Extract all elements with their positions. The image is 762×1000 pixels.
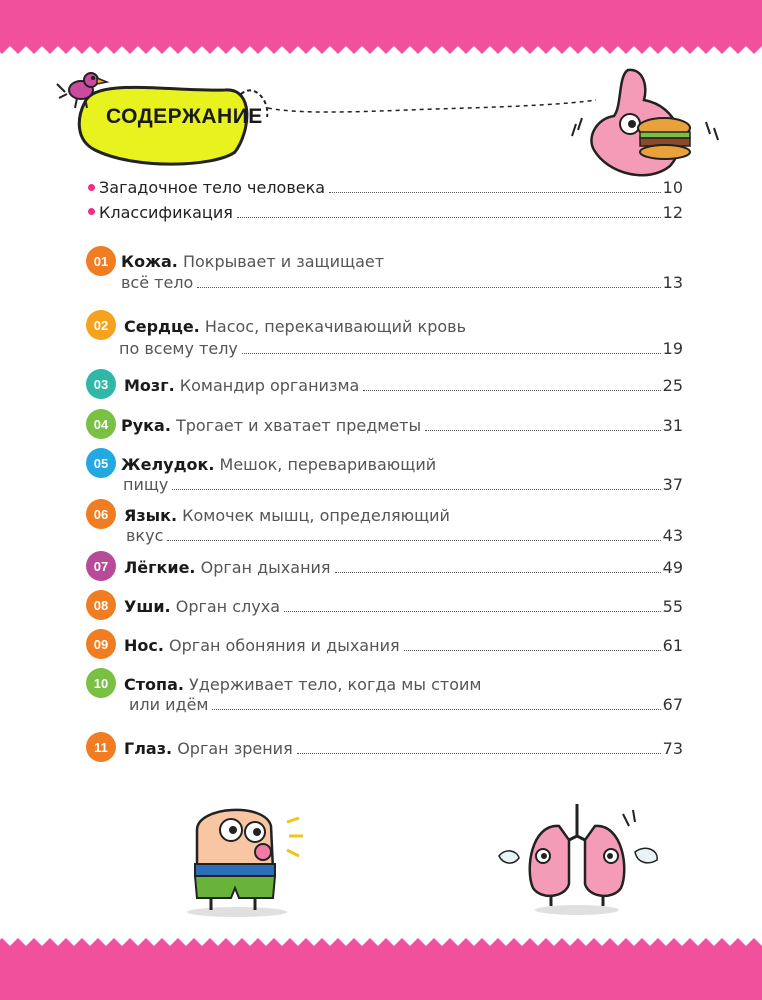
chapter-description: Орган зрения: [177, 739, 293, 758]
dot-leader: [237, 216, 661, 218]
dot-leader: [167, 539, 660, 541]
page-title: СОДЕРЖАНИЕ: [106, 105, 263, 128]
toc-chapter-03[interactable]: [124, 376, 683, 395]
chapter-name: Кожа.: [121, 252, 178, 271]
stomach-burger-illustration: [568, 66, 728, 184]
skin-character-illustration: [175, 800, 315, 918]
bottom-pink-band: [0, 946, 762, 1000]
chapter-description: Мешок, переваривающий: [219, 455, 437, 474]
dot-leader: [172, 488, 660, 490]
toc-page-number: 19: [662, 339, 683, 358]
chapter-number-badge: 04: [86, 409, 116, 439]
toc-entry-label: Классификация: [99, 203, 233, 222]
chapter-description-cont: по всему телу: [119, 339, 238, 358]
chapter-description: Орган дыхания: [200, 558, 331, 577]
lungs-character-illustration: [495, 800, 665, 918]
toc-page-number: 73: [662, 739, 683, 758]
top-zigzag-edge: [0, 44, 762, 56]
toc-entry-intro[interactable]: [99, 178, 683, 197]
dot-leader: [363, 389, 660, 391]
toc-chapter-10[interactable]: [124, 675, 481, 694]
toc-entry-label: Загадочное тело человека: [99, 178, 326, 197]
chapter-name: Нос.: [124, 636, 164, 655]
chapter-description-cont: пищу: [123, 475, 169, 494]
chapter-number-badge: 09: [86, 629, 116, 659]
chapter-description: Покрывает и защищает: [182, 252, 385, 271]
toc-chapter-09[interactable]: [124, 636, 683, 655]
toc-chapter-06[interactable]: [124, 506, 450, 525]
chapter-description: Комочек мышц, определяющий: [182, 506, 450, 525]
toc-chapter-01[interactable]: [121, 252, 384, 271]
chapter-number-badge: 03: [86, 369, 116, 399]
dot-leader: [335, 571, 661, 573]
toc-chapter-02[interactable]: [124, 317, 466, 336]
toc-chapter-05[interactable]: [121, 455, 436, 474]
chapter-name: Уши.: [124, 597, 171, 616]
toc-page-number: 37: [662, 475, 683, 494]
toc-chapter-01-cont[interactable]: [121, 273, 683, 292]
chapter-description: Орган обоняния и дыхания: [169, 636, 400, 655]
toc-page-number: 67: [662, 695, 683, 714]
toc-page-number: 43: [662, 526, 683, 545]
chapter-number-badge: 07: [86, 551, 116, 581]
toc-page-number: 13: [662, 273, 683, 292]
chapter-description: Трогает и хватает предметы: [175, 416, 422, 435]
chapter-number-badge: 06: [86, 499, 116, 529]
toc-page-number: 31: [662, 416, 683, 435]
chapter-name: Язык.: [124, 506, 178, 525]
dot-leader: [242, 352, 661, 354]
chapter-name: Мозг.: [124, 376, 175, 395]
chapter-description: Удерживает тело, когда мы стоим: [189, 675, 482, 694]
bullet-dot: [88, 208, 95, 215]
toc-page-number: 25: [662, 376, 683, 395]
chapter-number-badge: 05: [86, 448, 116, 478]
toc-entry-classification[interactable]: [99, 203, 683, 222]
toc-page-number: 61: [662, 636, 683, 655]
toc-page-number: 10: [662, 178, 683, 197]
dot-leader: [425, 429, 661, 431]
dot-leader: [329, 191, 661, 193]
dot-leader: [297, 752, 661, 754]
toc-chapter-04[interactable]: [121, 416, 683, 435]
chapter-description-cont: вкус: [126, 526, 164, 545]
chapter-number-badge: 11: [86, 732, 116, 762]
chapter-name: Стопа.: [124, 675, 184, 694]
chapter-name: Рука.: [121, 416, 171, 435]
chapter-number-badge: 01: [86, 246, 116, 276]
dot-leader: [404, 649, 661, 651]
chapter-number-badge: 08: [86, 590, 116, 620]
toc-page-number: 55: [662, 597, 683, 616]
chapter-description-cont: всё тело: [121, 273, 194, 292]
toc-chapter-11[interactable]: [124, 739, 683, 758]
chapter-name: Глаз.: [124, 739, 173, 758]
dot-leader: [212, 708, 660, 710]
chapter-description: Командир организма: [179, 376, 360, 395]
toc-chapter-07[interactable]: [124, 558, 683, 577]
chapter-number-badge: 02: [86, 310, 116, 340]
chapter-number-badge: 10: [86, 668, 116, 698]
chapter-description: Насос, перекачивающий кровь: [204, 317, 466, 336]
top-pink-band: [0, 0, 762, 44]
toc-chapter-05-cont[interactable]: [123, 475, 683, 494]
toc-chapter-06-cont[interactable]: [126, 526, 683, 545]
dashed-connector: [268, 88, 598, 128]
chapter-name: Лёгкие.: [124, 558, 196, 577]
bullet-dot: [88, 184, 95, 191]
chapter-name: Сердце.: [124, 317, 200, 336]
chapter-name: Желудок.: [121, 455, 215, 474]
dot-leader: [197, 286, 660, 288]
toc-chapter-08[interactable]: [124, 597, 683, 616]
toc-page-number: 49: [662, 558, 683, 577]
toc-chapter-02-cont[interactable]: [119, 339, 683, 358]
dot-leader: [284, 610, 661, 612]
chapter-description: Орган слуха: [175, 597, 280, 616]
chapter-description-cont: или идём: [129, 695, 209, 714]
toc-chapter-10-cont[interactable]: [129, 695, 683, 714]
toc-page-number: 12: [662, 203, 683, 222]
